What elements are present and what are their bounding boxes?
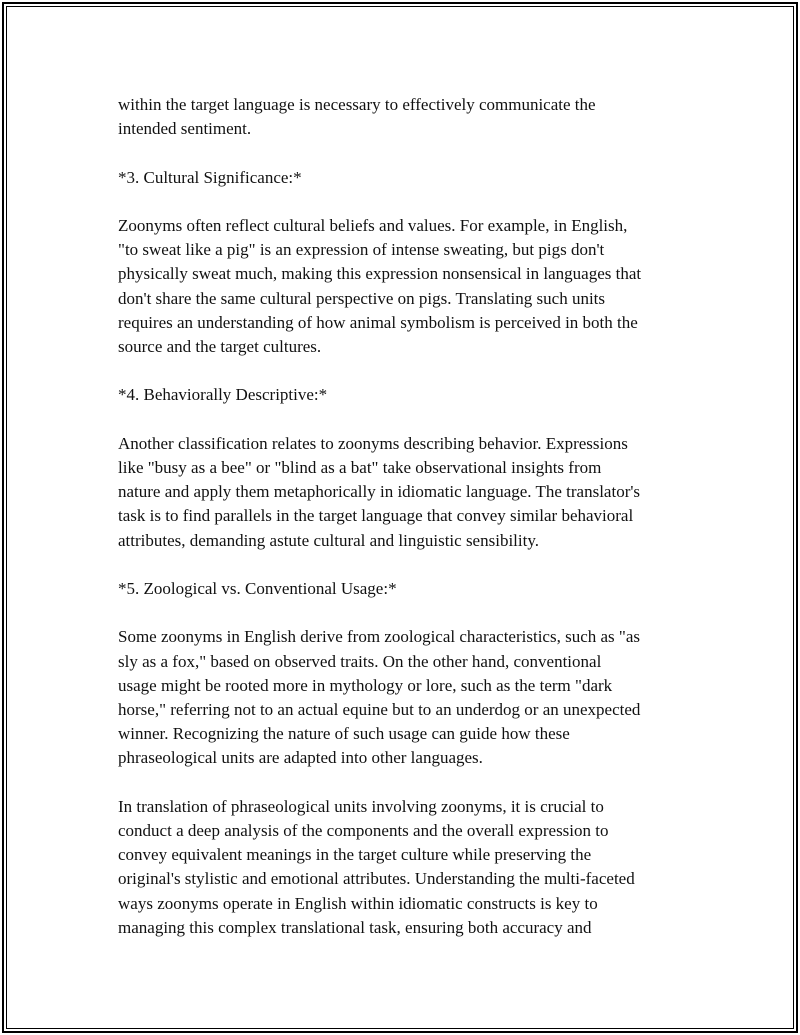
paragraph-behaviorally-descriptive: Another classification relates to zoonyms describing behavior. Expressions like "busy as a bee" or "blind as a bat" take observational insights from nature and apply them metaphorically in idiomatic language. The translator's task is to find parallels in the target language that convey similar behavioral attributes, demanding astute cultural and linguistic sensibility. xyxy=(118,433,641,550)
paragraph-zoological-vs-conventional: Some zoonyms in English derive from zoological characteristics, such as "as sly as a fox," based on observed traits. On the other hand, conventional usage might be rooted more in mythology or lore, such as the term "dark horse," referring not to an actual equine but to an underdog or an unexpected winner. Recognizing the nature of such usage can guide how these phraseological units are adapted into other languages. xyxy=(118,627,641,768)
section-heading-cultural-significance: *3. Cultural Significance:* xyxy=(118,167,302,187)
section-heading-behaviorally-descriptive: *4. Behaviorally Descriptive:* xyxy=(118,385,328,405)
paragraph-cultural-significance: Zoonyms often reflect cultural beliefs and values. For example, in English, "to sweat like a pig" is an expression of intense sweating, but pigs don't physically sweat much, making this expression nonsensical in languages that don't share the same cultural perspective on pigs. Translating such units requires an understanding of how animal symbolism is perceived in both the source and the target cultures. xyxy=(118,215,642,356)
section-heading-zoological-vs-conventional: *5. Zoological vs. Conventional Usage:* xyxy=(118,578,397,598)
document-body xyxy=(118,93,698,964)
paragraph-translation-conclusion: In translation of phraseological units involving zoonyms, it is crucial to conduct a deep analysis of the components and the overall expression to convey equivalent meanings in the target culture while preserving the original's stylistic and emotional attributes. Understanding the multi-faceted ways zoonyms operate in English within idiomatic constructs is key to managing this complex translational task, ensuring both accuracy and xyxy=(118,796,635,937)
paragraph-continuation: within the target language is necessary to effectively communicate the intended sentiment. xyxy=(118,95,596,139)
